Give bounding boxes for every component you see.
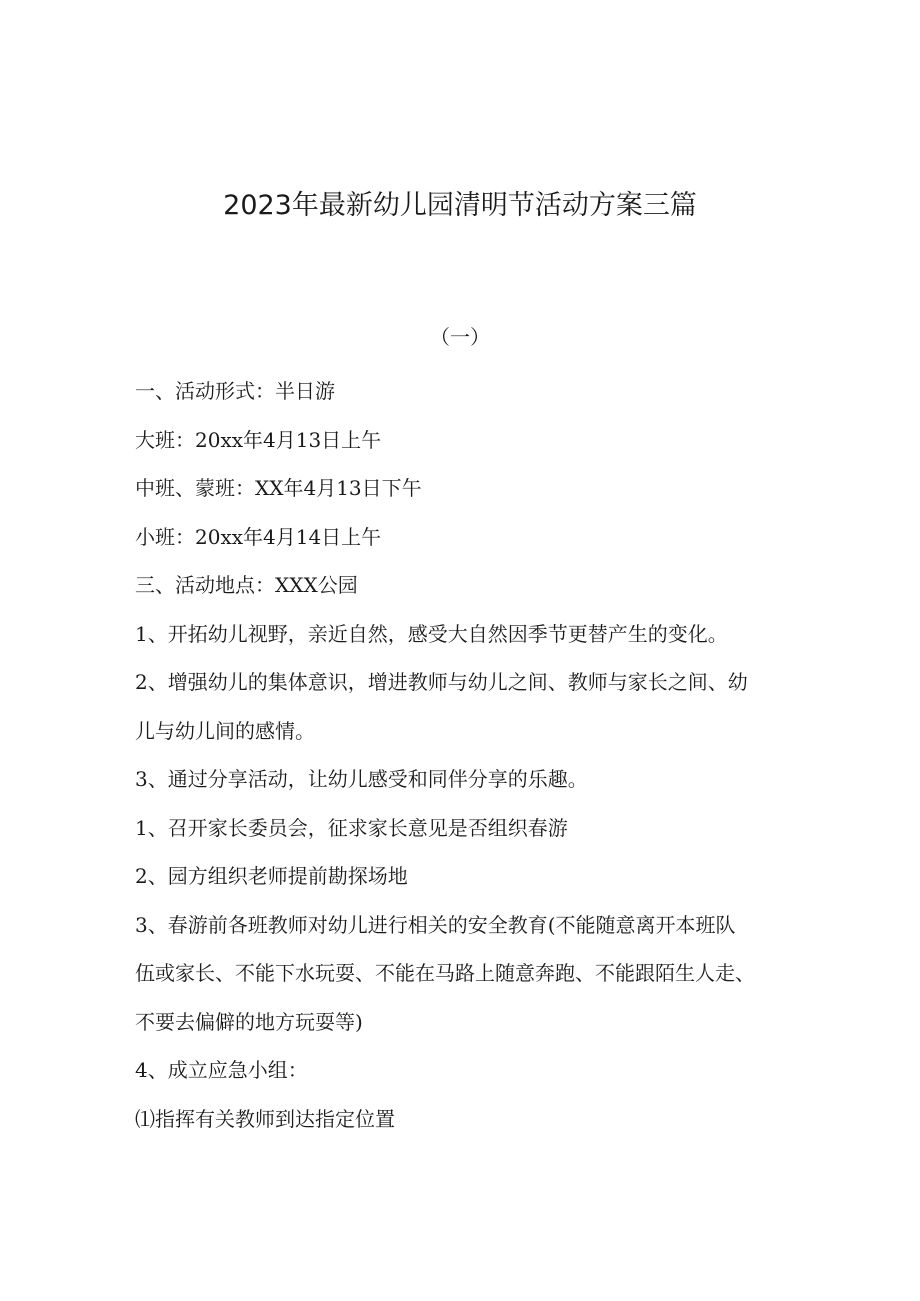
body-line: 不要去偏僻的地方玩耍等)	[135, 1009, 363, 1034]
document-title: 2023年最新幼儿园清明节活动方案三篇	[223, 190, 697, 221]
body-line: 伍或家长、不能下水玩耍、不能在马路上随意奔跑、不能跟陌生人走、	[135, 961, 755, 985]
body-line: 3、通过分享活动，让幼儿感受和同伴分享的乐趣。	[135, 767, 588, 791]
body-line: 一、活动形式：半日游	[135, 379, 335, 403]
section-number: （一）	[430, 325, 490, 349]
body-line: 小班：20xx年4月14日上午	[135, 524, 382, 549]
document-body	[135, 367, 815, 1143]
body-line: 2、园方组织老师提前勘探场地	[135, 864, 408, 888]
body-line: 1、开拓幼儿视野，亲近自然，感受大自然因季节更替产生的变化。	[135, 621, 728, 646]
body-line: 1、召开家长委员会，征求家长意见是否组织春游	[135, 815, 568, 840]
body-line: 中班、蒙班：XX年4月13日下午	[135, 476, 422, 500]
body-line: ⑴指挥有关教师到达指定位置	[135, 1106, 395, 1131]
body-line: 大班：20xx年4月13日上午	[135, 427, 382, 452]
body-line: 4、成立应急小组：	[135, 1058, 308, 1082]
body-line: 3、春游前各班教师对幼儿进行相关的安全教育(不能随意离开本班队	[135, 912, 736, 937]
body-line: 三、活动地点：XXX公园	[135, 573, 358, 597]
body-line: 儿与幼儿间的感情。	[135, 718, 315, 743]
body-line: 2、增强幼儿的集体意识，增进教师与幼儿之间、教师与家长之间、幼	[135, 670, 748, 694]
